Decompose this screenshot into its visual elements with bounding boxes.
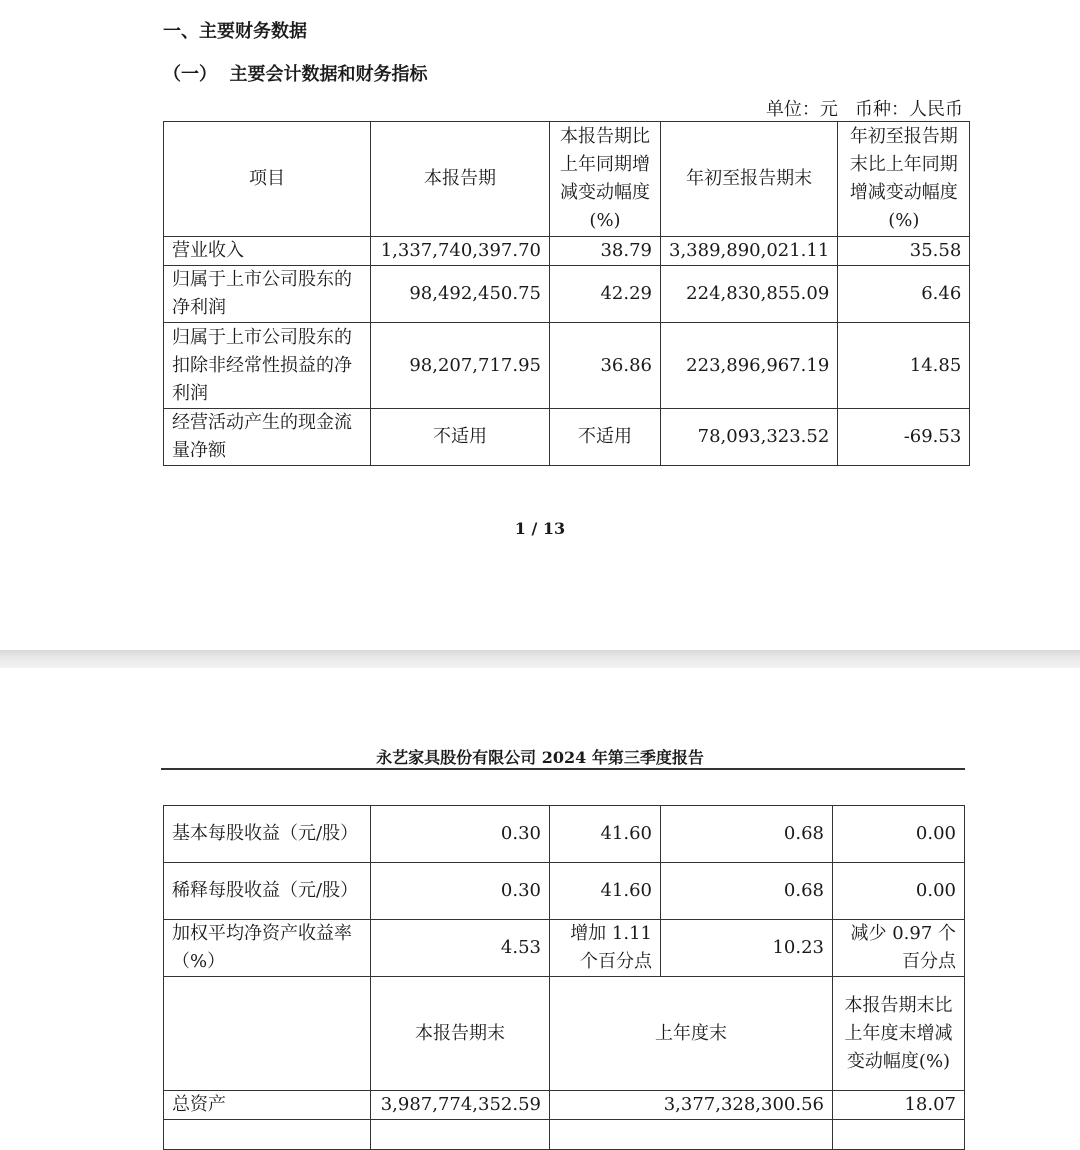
table-row (164, 323, 970, 409)
row-label: 加权平均净资产收益率（%） (164, 920, 371, 977)
table-cell: 0.30 (371, 863, 550, 920)
financial-data-table-continued (163, 805, 965, 1150)
table-cell: 0.30 (371, 806, 550, 863)
row-label: 营业收入 (164, 237, 371, 266)
table-cell: 减少 0.97 个百分点 (833, 920, 965, 977)
table-sub-header-row (164, 977, 965, 1091)
row-label: 归属于上市公司股东的扣除非经常性损益的净利润 (164, 323, 371, 409)
table-cell: 不适用 (550, 409, 661, 466)
table-cell: 0.00 (833, 863, 965, 920)
row-label: 基本每股收益（元/股） (164, 806, 371, 863)
table-cell: 223,896,967.19 (661, 323, 838, 409)
document-page-2 (0, 668, 1080, 1130)
row-label: 总资产 (164, 1091, 371, 1120)
document-header: 永艺家具股份有限公司 2024 年第三季度报告 (376, 748, 704, 767)
header-cell: 本报告期 (371, 122, 550, 237)
table-cell: 42.29 (550, 266, 661, 323)
header-cell: 项目 (164, 122, 371, 237)
page-separator (0, 650, 1080, 668)
table-cell: 10.23 (661, 920, 833, 977)
table-cell: -69.53 (838, 409, 970, 466)
header-cell: 本报告期末比上年度末增减变动幅度(%) (833, 977, 965, 1091)
table-cell: 35.58 (838, 237, 970, 266)
row-label: 归属于上市公司股东的净利润 (164, 266, 371, 323)
row-label: 经营活动产生的现金流量净额 (164, 409, 371, 466)
page-number: 1 / 13 (514, 519, 566, 538)
table-cell: 0.00 (833, 806, 965, 863)
table-cell: 增加 1.11 个百分点 (550, 920, 661, 977)
table-row (164, 1091, 965, 1120)
table-cell: 0.68 (661, 863, 833, 920)
table-cell: 98,207,717.95 (371, 323, 550, 409)
table-header-row (164, 122, 970, 237)
header-cell: 本报告期末 (371, 977, 550, 1091)
table-row (164, 237, 970, 266)
table-cell: 3,377,328,300.56 (550, 1091, 833, 1120)
table-cell: 0.68 (661, 806, 833, 863)
header-cell: 年初至报告期末比上年同期增减变动幅度(%) (838, 122, 970, 237)
subsection-title: （一） 主要会计数据和财务指标 (163, 64, 428, 85)
table-row (164, 920, 965, 977)
table-cell: 4.53 (371, 920, 550, 977)
table-row-cut-off (164, 1120, 965, 1150)
table-cell: 98,492,450.75 (371, 266, 550, 323)
table-cell: 38.79 (550, 237, 661, 266)
header-cell-blank (164, 977, 371, 1091)
section-title: 一、主要财务数据 (163, 21, 307, 42)
header-cell: 本报告期比上年同期增减变动幅度(%) (550, 122, 661, 237)
table-cell: 3,987,774,352.59 (371, 1091, 550, 1120)
header-cell: 上年度末 (550, 977, 833, 1091)
table-cell: 224,830,855.09 (661, 266, 838, 323)
table-cell: 14.85 (838, 323, 970, 409)
table-cell: 18.07 (833, 1091, 965, 1120)
table-row (164, 806, 965, 863)
table-row (164, 409, 970, 466)
table-cell: 3,389,890,021.11 (661, 237, 838, 266)
header-rule (161, 768, 965, 770)
row-label: 稀释每股收益（元/股） (164, 863, 371, 920)
table-cell: 36.86 (550, 323, 661, 409)
table-row (164, 266, 970, 323)
unit-currency-note: 单位：元 币种：人民币 (765, 99, 963, 120)
table-cell: 1,337,740,397.70 (371, 237, 550, 266)
table-cell: 不适用 (371, 409, 550, 466)
table-row (164, 863, 965, 920)
header-cell: 年初至报告期末 (661, 122, 838, 237)
financial-data-table (163, 121, 970, 466)
table-cell: 6.46 (838, 266, 970, 323)
table-cell: 78,093,323.52 (661, 409, 838, 466)
table-cell: 41.60 (550, 863, 661, 920)
table-cell: 41.60 (550, 806, 661, 863)
